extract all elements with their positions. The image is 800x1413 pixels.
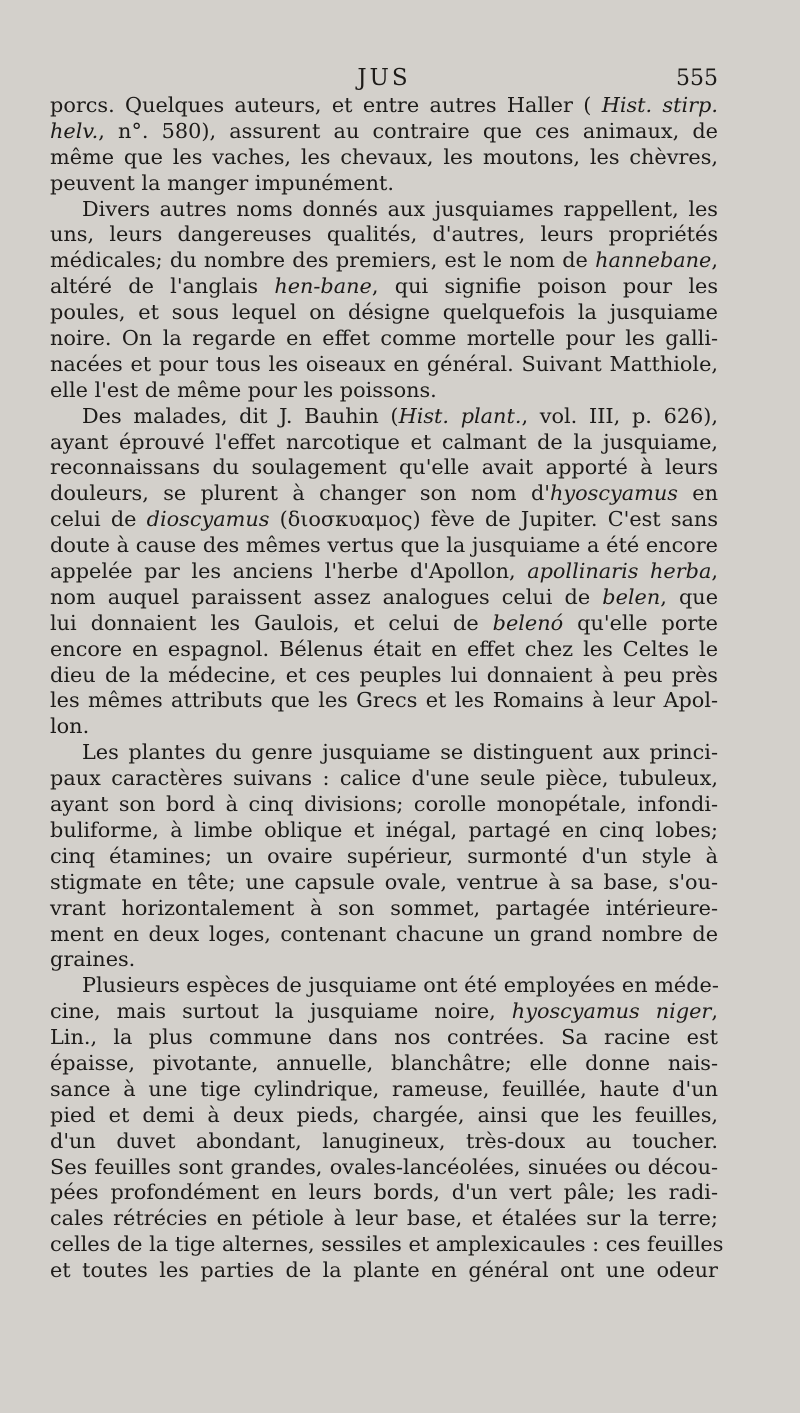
text-segment: lui donnaient les Gaulois, et celui de bbox=[50, 610, 493, 635]
text-segment: (διοσκυαμος) fève de Jupiter. C'est sans bbox=[269, 507, 718, 532]
text-segment: buliforme, à limbe oblique et inégal, partagé en cinq lobes; bbox=[50, 817, 718, 842]
text-segment: dieu de la médecine, et ces peuples lui donnaient à peu près bbox=[50, 662, 718, 687]
text-line bbox=[50, 533, 718, 559]
text-line bbox=[50, 171, 718, 197]
italic-text: Hist. plant. bbox=[398, 403, 522, 428]
text-line bbox=[50, 585, 718, 611]
body-text bbox=[50, 93, 724, 1284]
text-line bbox=[50, 222, 718, 248]
text-line bbox=[50, 688, 718, 714]
text-line bbox=[50, 1232, 724, 1258]
text-segment: même que les vaches, les chevaux, les moutons, les chèvres, bbox=[50, 144, 718, 169]
italic-text: helv. bbox=[50, 118, 99, 143]
text-line bbox=[50, 93, 718, 119]
text-segment: paux caractères suivans : calice d'une seule pièce, tubuleux, bbox=[50, 766, 718, 791]
italic-text: Hist. stirp. bbox=[601, 93, 718, 117]
text-segment: appelée par les anciens l'herbe d'Apollon, bbox=[50, 559, 528, 584]
text-line bbox=[50, 1258, 718, 1284]
text-segment: reconnaissans du soulagement qu'elle avait apporté à leurs bbox=[50, 455, 718, 480]
text-segment: , qui signifie poison pour les bbox=[371, 274, 719, 299]
text-line bbox=[50, 119, 718, 145]
text-segment: cales rétrécies en pétiole à leur base, et étalées sur la terre; bbox=[50, 1206, 718, 1231]
text-line bbox=[50, 559, 718, 585]
text-line bbox=[50, 1180, 718, 1206]
text-segment: celles de la tige alternes, sessiles et amplexicaules : ces feuilles bbox=[50, 1232, 724, 1257]
text-segment: stigmate en tête; une capsule ovale, ventrue à sa base, s'ou- bbox=[50, 869, 718, 894]
text-segment: graines. bbox=[50, 947, 136, 972]
italic-text: belenó bbox=[492, 610, 564, 635]
text-line bbox=[50, 430, 718, 456]
italic-text: hyoscyamus niger bbox=[511, 999, 712, 1024]
text-line bbox=[50, 1103, 718, 1129]
text-segment: Lin., la plus commune dans nos contrées. Sa racine est bbox=[50, 1025, 718, 1050]
text-line bbox=[50, 1077, 718, 1103]
text-line bbox=[50, 1051, 718, 1077]
text-line bbox=[50, 792, 718, 818]
text-segment: encore en espagnol. Bélenus était en effet chez les Celtes le bbox=[50, 636, 718, 661]
text-segment: elle l'est de même pour les poissons. bbox=[50, 377, 437, 402]
text-line bbox=[50, 1129, 718, 1155]
text-line bbox=[50, 481, 718, 507]
text-line bbox=[50, 300, 718, 326]
italic-text: hyoscyamus bbox=[549, 481, 678, 506]
italic-text: dioscyamus bbox=[146, 507, 270, 532]
text-line bbox=[50, 507, 718, 533]
text-segment: , n°. 580), assurent au contraire que ces animaux, de bbox=[98, 118, 718, 143]
text-line bbox=[50, 145, 718, 171]
text-segment: celui de bbox=[50, 507, 147, 532]
italic-text: belen bbox=[602, 584, 661, 609]
text-segment: d'un duvet abondant, lanugineux, très-doux au toucher. bbox=[50, 1128, 718, 1153]
text-line bbox=[50, 378, 718, 404]
text-segment: peuvent la manger impunément. bbox=[50, 170, 394, 195]
text-segment: Des malades, dit J. Bauhin ( bbox=[82, 403, 399, 428]
text-segment: doute à cause des mêmes vertus que la jusquiame a été encore bbox=[50, 533, 718, 558]
text-segment: cinq étamines; un ovaire supérieur, surmonté d'un style à bbox=[50, 843, 718, 868]
text-line bbox=[50, 1206, 718, 1232]
text-line bbox=[50, 870, 718, 896]
text-line bbox=[50, 714, 718, 740]
text-segment: médicales; du nombre des premiers, est le nom de bbox=[50, 248, 596, 273]
text-segment: ment en deux loges, contenant chacune un grand nombre de bbox=[50, 921, 718, 946]
text-segment: pied et demi à deux pieds, chargée, ainsi que les feuilles, bbox=[50, 1102, 718, 1127]
text-segment: Ses feuilles sont grandes, ovales-lancéolées, sinuées ou décou- bbox=[50, 1154, 718, 1179]
text-segment: , bbox=[711, 248, 718, 273]
text-line bbox=[50, 740, 718, 766]
text-segment: Les plantes du genre jusquiame se distinguent aux princi- bbox=[82, 740, 718, 765]
text-segment: nom auquel paraissent assez analogues celui de bbox=[50, 584, 603, 609]
text-segment: ayant éprouvé l'effet narcotique et calmant de la jusquiame, bbox=[50, 429, 718, 454]
text-segment: les mêmes attributs que les Grecs et les Romains à leur Apol- bbox=[50, 688, 718, 713]
text-line bbox=[50, 818, 718, 844]
text-segment: sance à une tige cylindrique, rameuse, feuillée, haute d'un bbox=[50, 1076, 718, 1101]
text-line bbox=[50, 248, 718, 274]
text-line bbox=[50, 896, 718, 922]
text-segment: en bbox=[677, 481, 719, 506]
text-line bbox=[50, 455, 718, 481]
text-line bbox=[50, 999, 718, 1025]
text-line bbox=[50, 637, 718, 663]
text-line bbox=[50, 611, 718, 637]
text-segment: épaisse, pivotante, annuelle, blanchâtre; elle donne nais- bbox=[50, 1050, 718, 1075]
text-line bbox=[50, 1155, 718, 1181]
text-line bbox=[50, 947, 718, 973]
text-line bbox=[50, 352, 718, 378]
text-segment: poules, et sous lequel on désigne quelquefois la jusquiame bbox=[50, 300, 718, 325]
italic-text: apollinaris herba bbox=[527, 559, 712, 584]
text-segment: pées profondément en leurs bords, d'un vert pâle; les radi- bbox=[50, 1180, 718, 1205]
text-segment: altéré de l'anglais bbox=[50, 274, 275, 299]
text-segment: vrant horizontalement à son sommet, partagée intérieure- bbox=[50, 895, 718, 920]
text-line bbox=[50, 663, 718, 689]
text-line bbox=[50, 922, 718, 948]
text-segment: lon. bbox=[50, 714, 90, 739]
text-segment: , que bbox=[660, 584, 718, 609]
text-line bbox=[50, 404, 718, 430]
text-line bbox=[50, 766, 718, 792]
page-number: 555 bbox=[676, 66, 718, 91]
text-line bbox=[50, 326, 718, 352]
text-segment: ayant son bord à cinq divisions; corolle monopétale, infondi- bbox=[50, 792, 718, 817]
text-segment: noire. On la regarde en effet comme mortelle pour les galli- bbox=[50, 326, 718, 351]
page-title: JUS bbox=[357, 65, 411, 91]
text-segment: uns, leurs dangereuses qualités, d'autres, leurs propriétés bbox=[50, 222, 718, 247]
italic-text: hen-bane bbox=[274, 274, 372, 299]
text-segment: cine, mais surtout la jusquiame noire, bbox=[50, 999, 512, 1024]
text-line bbox=[50, 274, 718, 300]
text-line bbox=[50, 197, 718, 223]
text-segment: douleurs, se plurent à changer son nom d' bbox=[50, 481, 550, 506]
text-segment: et toutes les parties de la plante en général ont une odeur bbox=[50, 1258, 718, 1283]
text-line bbox=[50, 844, 718, 870]
text-segment: , bbox=[711, 999, 719, 1024]
text-segment: nacées et pour tous les oiseaux en général. Suivant Matthiole, bbox=[50, 351, 718, 376]
text-segment: qu'elle porte bbox=[563, 610, 718, 635]
text-segment: , vol. III, p. 626), bbox=[521, 403, 719, 428]
text-segment: porcs. Quelques auteurs, et entre autres Haller ( bbox=[50, 93, 602, 117]
text-segment: Divers autres noms donnés aux jusquiames rappellent, les bbox=[82, 196, 718, 221]
text-line bbox=[50, 973, 718, 999]
italic-text: hannebane bbox=[595, 248, 712, 273]
text-line bbox=[50, 1025, 718, 1051]
text-segment: , bbox=[711, 559, 718, 584]
text-segment: Plusieurs espèces de jusquiame ont été employées en méde- bbox=[82, 973, 719, 998]
